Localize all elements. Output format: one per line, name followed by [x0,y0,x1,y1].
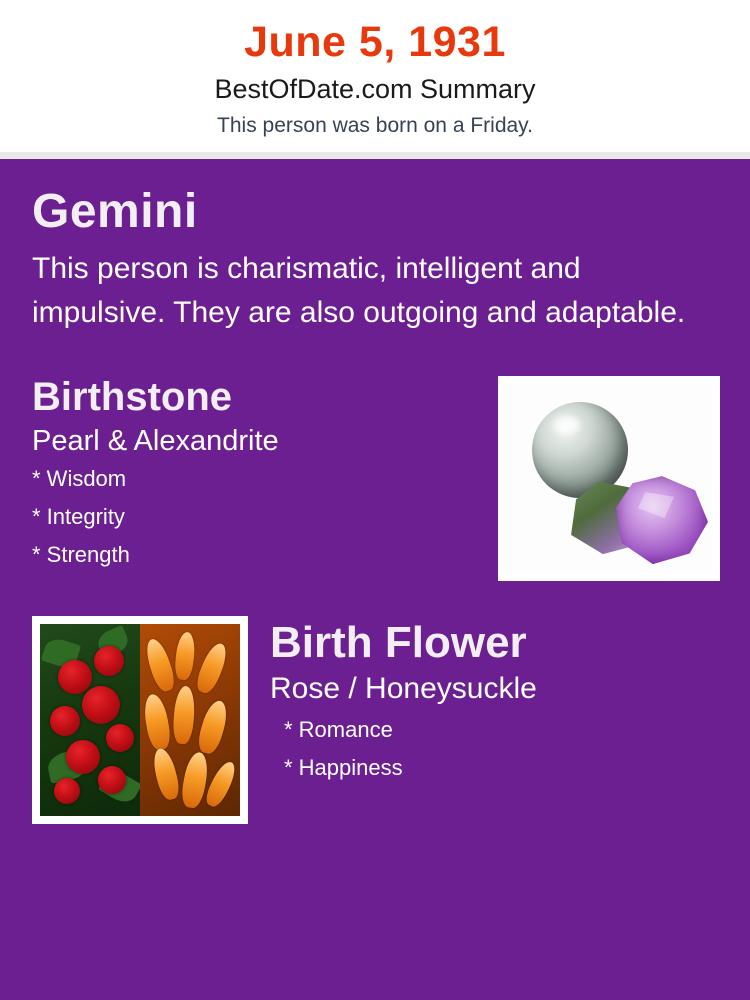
birth-flower-name: Rose / Honeysuckle [270,671,537,705]
birthstone-trait-3: * Strength [32,541,130,567]
header-divider [0,152,750,159]
birth-flower-image-frame [32,616,248,824]
birthstone-trait-2: * Integrity [32,503,125,529]
birth-flower-trait-1: * Romance [284,717,393,743]
zodiac-description: This person is charismatic, intelligent and impulsive. They are also outgoing and adaptable. [32,252,686,329]
birth-weekday-text: This person was born on a Friday. [217,113,533,137]
birthstone-section [32,376,720,581]
honeysuckle-photo-half [140,624,240,816]
birth-flower-text-group [270,616,720,796]
birthstone-text-group [32,376,498,581]
birthstone-name: Pearl & Alexandrite [32,425,279,458]
birthstone-image-frame [498,376,720,581]
zodiac-section [32,184,720,334]
header [0,0,750,152]
page-title-date: June 5, 1931 [244,18,506,66]
main-panel [0,159,750,1000]
pearl-and-alexandrite-image [506,384,712,573]
birthstone-trait-1: * Wisdom [32,465,127,491]
rose-and-honeysuckle-image [40,624,240,816]
birth-flower-trait-2: * Happiness [284,755,403,781]
birth-flower-section [32,616,720,824]
alexandrite-gem-shape [616,476,708,564]
roses-photo-half [40,624,140,816]
birth-flower-title: Birth Flower [270,617,527,667]
pearl-shape [532,402,628,498]
site-summary-label: BestOfDate.com Summary [214,74,536,105]
zodiac-sign-title: Gemini [32,184,198,238]
birthstone-title: Birthstone [32,375,232,420]
